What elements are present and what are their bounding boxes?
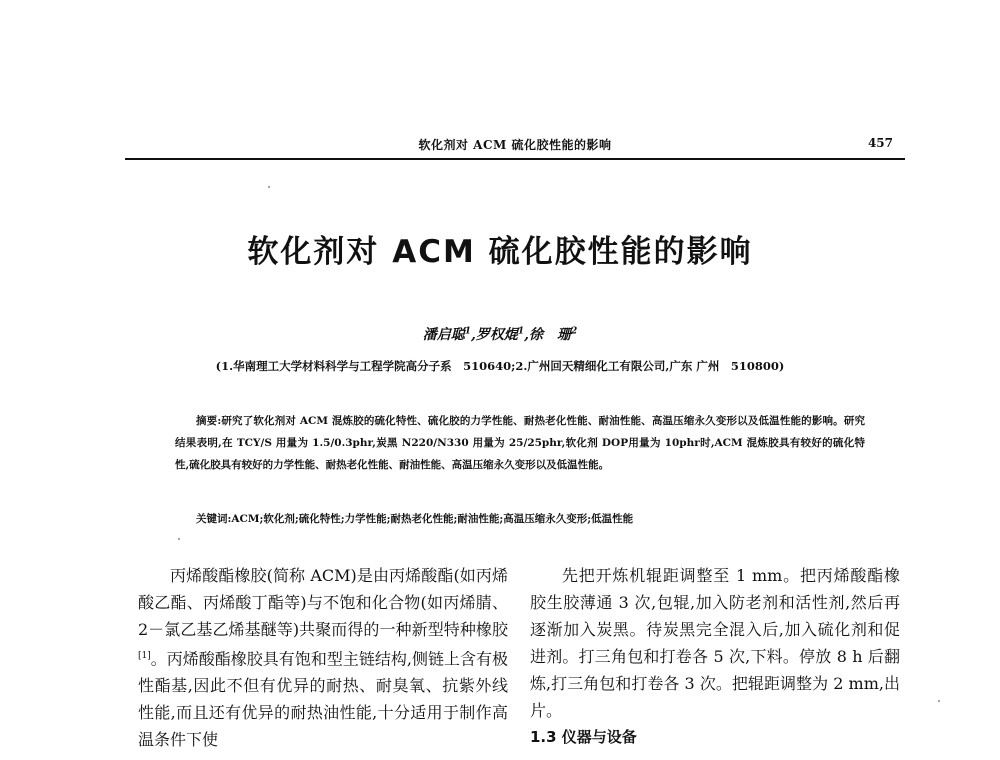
page-number: 457 xyxy=(867,136,893,150)
paper-title: 软化剂对 ACM 硫化胶性能的影响 xyxy=(247,234,753,270)
scan-speck xyxy=(938,700,940,702)
author-affil-mark: 2 xyxy=(571,326,578,337)
author-list xyxy=(0,324,1000,344)
running-title: 软化剂对 ACM 硫化胶性能的影响 xyxy=(418,138,612,152)
scan-speck xyxy=(178,538,180,540)
author-affil-mark: 1 xyxy=(464,326,471,337)
keywords: 关键词:ACM;软化剂;硫化特性;力学性能;耐热老化性能;耐油性能;高温压缩永久变形;低温性能 xyxy=(196,513,634,525)
paragraph-text: 丙烯酸酯橡胶(简称 ACM)是由丙烯酸酯(如丙烯酸乙酯、丙烯酸丁酯等)与不饱和化合物(如丙烯腈、2－氯乙基乙烯基醚等)共聚而得的一种新型特种橡胶 xyxy=(138,566,508,639)
section-heading: 1.3 仪器与设备 xyxy=(530,728,637,746)
body-column-right xyxy=(530,562,900,751)
author-name: ,罗权焜 xyxy=(470,327,518,343)
scan-speck xyxy=(268,186,270,188)
body-paragraph xyxy=(138,562,508,753)
author-affil-mark: 1 xyxy=(517,326,525,337)
abstract: 摘要:研究了软化剂对 ACM 混炼胶的硫化特性、硫化胶的力学性能、耐热老化性能、耐油性能、高温压缩永久变形以及低温性能的影响。研究结果表明,在 TCY/S 用量为 1.5/0.3phr,炭黑 N220/N330 用量为 25/25phr,软化剂 DOP用量为 10phr时,ACM 混炼胶具有较好的硫化特性,硫化胶具有较好的力学性能、耐热老化性能、耐油性能、高温压缩永久变形以及低温性能。 xyxy=(175,415,865,471)
body-column-left xyxy=(138,562,508,753)
author-name: ,徐 珊 xyxy=(524,327,571,343)
paragraph-text: 。丙烯酸酯橡胶具有饱和型主链结构,侧链上含有极性酯基,因此不但有优异的耐热、耐臭氧、抗紫外线性能,而且还有优异的耐热油性能,十分适用于制作高温条件下使 xyxy=(138,649,508,750)
body-paragraph: 先把开炼机辊距调整至 1 mm。把丙烯酸酯橡胶生胶薄通 3 次,包辊,加入防老剂和活性剂,然后再逐渐加入炭黑。待炭黑完全混入后,加入硫化剂和促进剂。打三角包和打卷各 5 次,下料。停放 8 h 后翻炼,打三角包和打卷各 3 次。把辊距调整为 2 mm,出片。 xyxy=(530,566,900,720)
affiliation: (1.华南理工大学材料科学与工程学院高分子系 510640;2.广州回天精细化工有限公司,广东 广州 510800) xyxy=(215,359,785,373)
author-name: 潘启聪 xyxy=(422,327,465,343)
citation-ref: [1] xyxy=(138,651,151,661)
running-header xyxy=(125,136,905,160)
